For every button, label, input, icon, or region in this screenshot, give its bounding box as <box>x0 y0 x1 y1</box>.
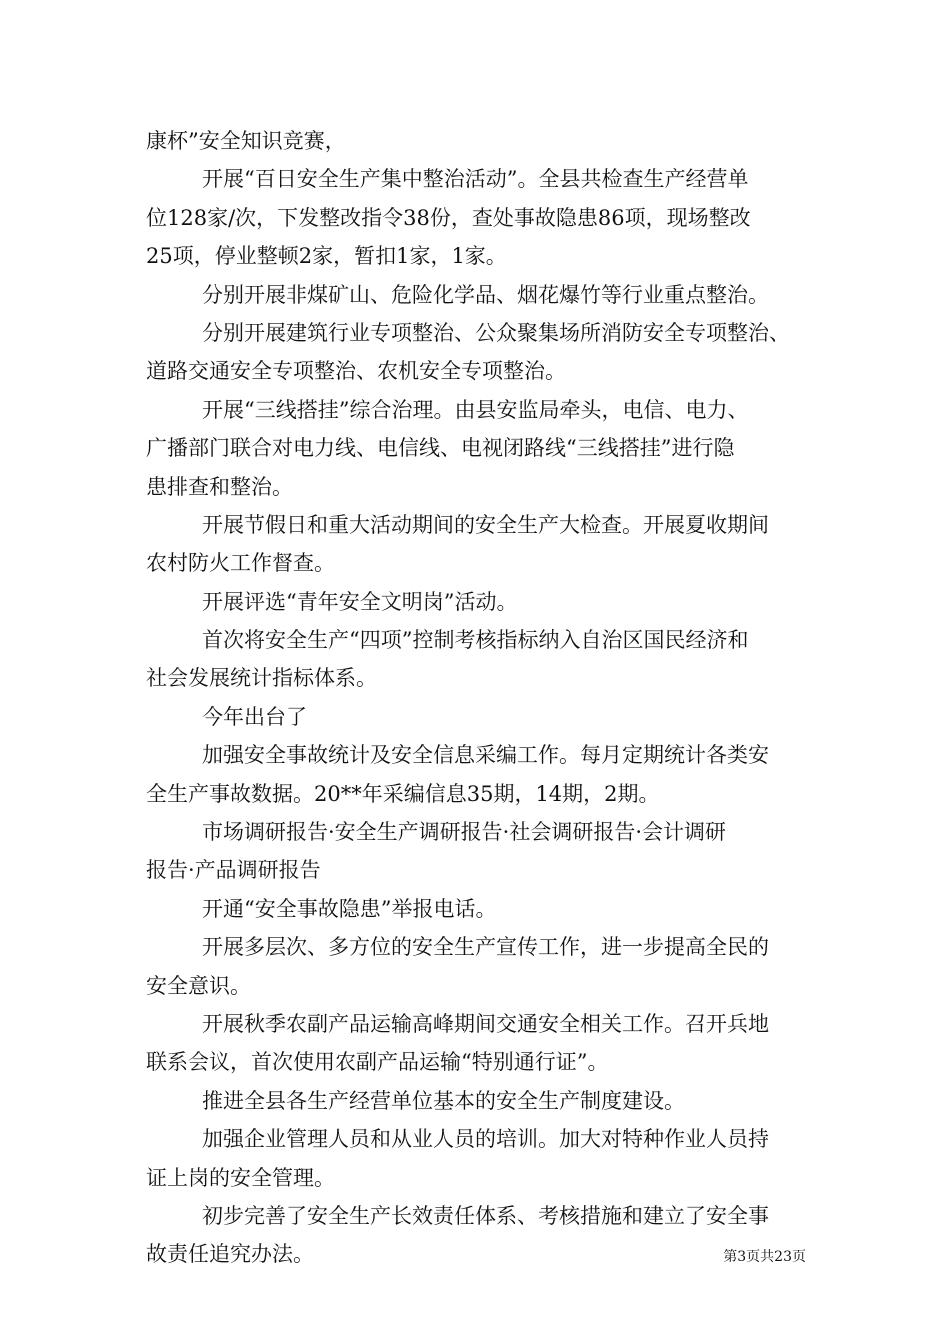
text-line: 证上岗的安全管理。 <box>146 1165 335 1190</box>
text-line: 农村防火工作督查。 <box>146 551 335 576</box>
paragraph-start: 首次将安全生产“四项”控制考核指标纳入自治区国民经济和 <box>202 628 749 653</box>
paragraph-start: 开展多层次、多方位的安全生产宣传工作，进一步提高全民的 <box>202 935 769 960</box>
text-line: 报告·产品调研报告 <box>146 858 321 883</box>
paragraph-start: 市场调研报告·安全生产调研报告·社会调研报告·会计调研 <box>202 820 727 845</box>
document-body <box>146 122 808 1274</box>
paragraph-start: 开展秋季农副产品运输高峰期间交通安全相关工作。召开兵地 <box>202 1011 769 1036</box>
text-line: 道路交通安全专项整治、农机安全专项整治。 <box>146 359 566 384</box>
text-line: 全生产事故数据。20**年采编信息35期，14期，2期。 <box>146 781 660 806</box>
paragraph-start: 开展“三线搭挂”综合治理。由县安监局牵头，电信、电力、 <box>202 397 749 422</box>
paragraph-start: 开展“百日安全生产集中整治活动”。全县共检查生产经营单 <box>202 167 749 192</box>
paragraph-start: 加强企业管理人员和从业人员的培训。加大对特种作业人员持 <box>202 1127 769 1152</box>
text-line: 位128家/次，下发整改指令38份，查处事故隐患86项，现场整改 <box>146 205 751 230</box>
text-line: 患排查和整治。 <box>146 474 293 499</box>
text-line: 故责任追究办法。 <box>146 1242 314 1267</box>
paragraph-start: 今年出台了 <box>202 704 307 729</box>
paragraph-start: 开展节假日和重大活动期间的安全生产大检查。开展夏收期间 <box>202 512 769 537</box>
paragraph-start: 分别开展建筑行业专项整治、公众聚集场所消防安全专项整治、 <box>202 320 790 345</box>
paragraph-start: 初步完善了安全生产长效责任体系、考核措施和建立了安全事 <box>202 1203 769 1228</box>
paragraph-start: 开展评选“青年安全文明岗”活动。 <box>202 589 518 614</box>
text-line: 康杯”安全知识竞赛， <box>146 129 346 153</box>
text-line: 联系会议，首次使用农副产品运输“特别通行证”。 <box>146 1050 609 1075</box>
text-line: 25项，停业整顿2家，暂扣1家，1家。 <box>146 244 507 269</box>
paragraph-start: 分别开展非煤矿山、危险化学品、烟花爆竹等行业重点整治。 <box>202 282 769 307</box>
paragraph-start: 加强安全事故统计及安全信息采编工作。每月定期统计各类安 <box>202 743 769 768</box>
text-line: 广播部门联合对电力线、电信线、电视闭路线“三线搭挂”进行隐 <box>146 436 735 461</box>
text-line: 社会发展统计指标体系。 <box>146 666 377 691</box>
paragraph-start: 开通“安全事故隐患”举报电话。 <box>202 896 497 921</box>
text-line: 安全意识。 <box>146 973 251 998</box>
paragraph-start: 推进全县各生产经营单位基本的安全生产制度建设。 <box>202 1088 685 1113</box>
page-number: 第3页共23页 <box>723 1249 806 1265</box>
